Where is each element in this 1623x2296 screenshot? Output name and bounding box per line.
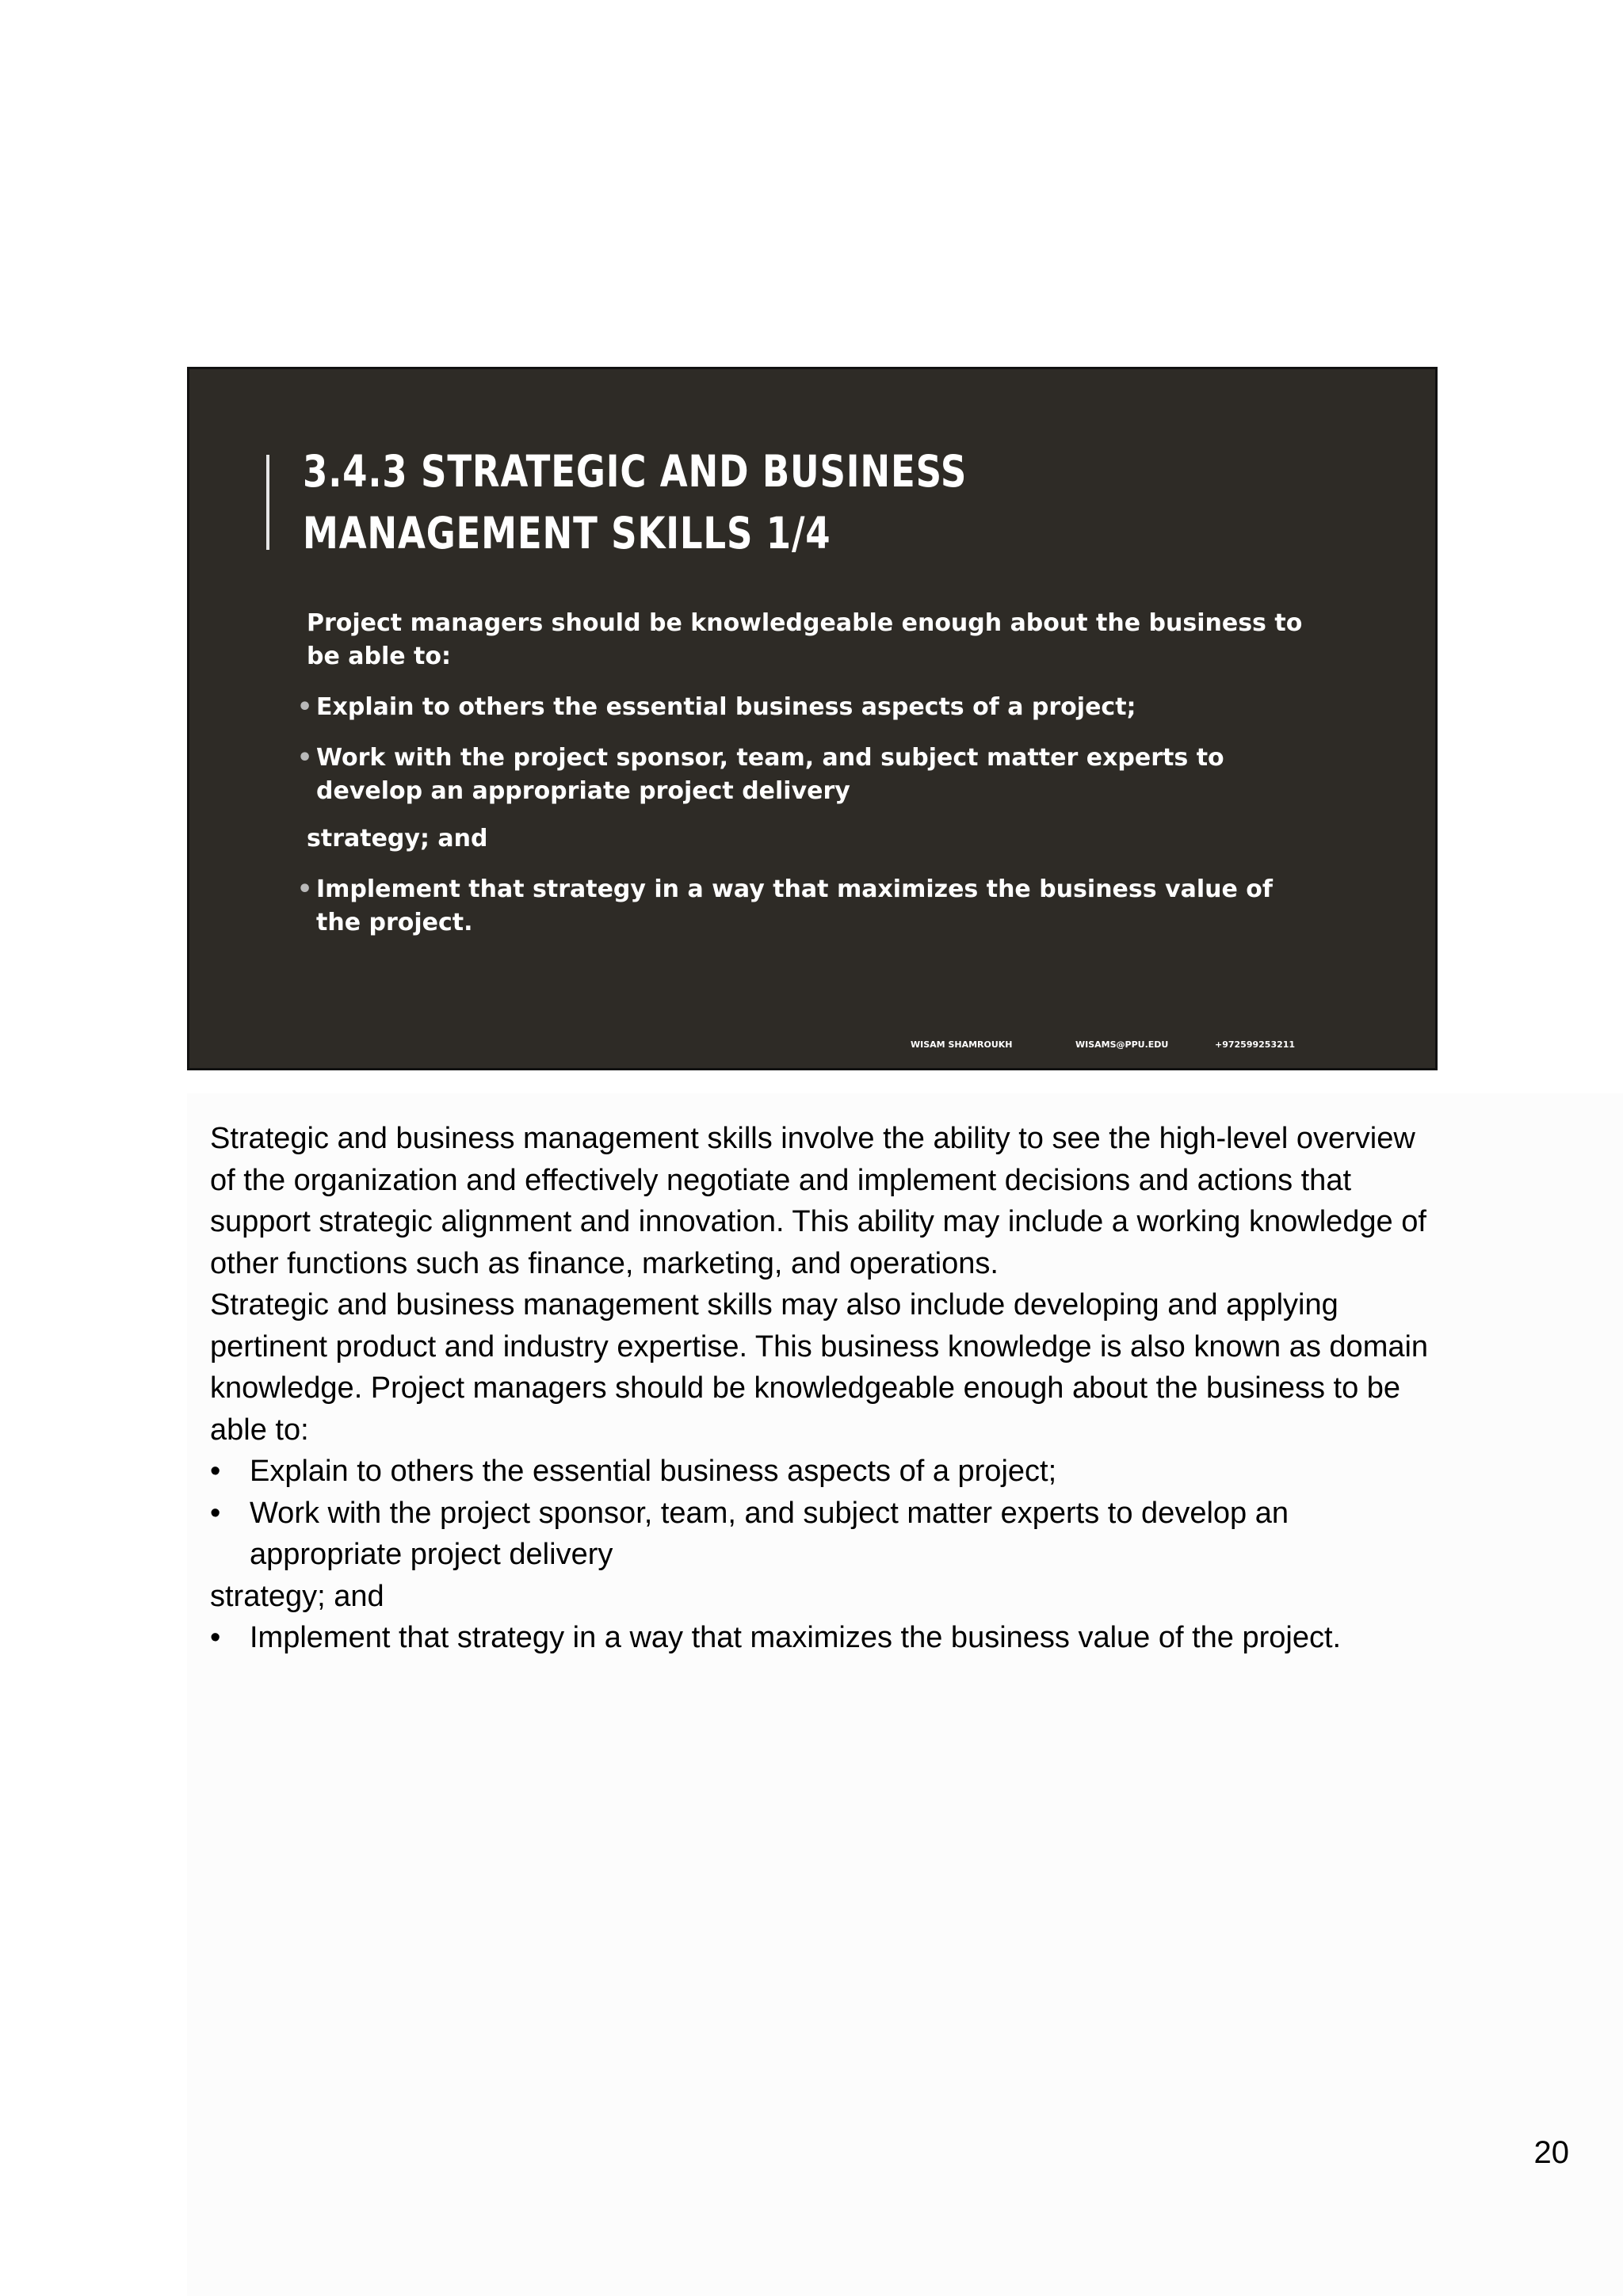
slide-body bbox=[297, 607, 1305, 957]
notes-bullet-text: Work with the project sponsor, team, and subject matter experts to develop an appropriate project delivery bbox=[250, 1496, 1289, 1571]
bullet-icon: • bbox=[297, 693, 313, 721]
notes-paragraph: Strategic and business management skills may also include developing and applying pertinent product and industry expertise. This business knowledge is also known as domain knowledge. Project managers should be knowledgeable enough about the business to be able to: bbox=[210, 1288, 1429, 1447]
slide-image bbox=[187, 367, 1438, 1070]
speaker-notes bbox=[210, 1118, 1446, 1659]
slide-intro: Project managers should be knowledgeable enough about the business to be able to: bbox=[307, 609, 1303, 670]
page-number: 20 bbox=[1533, 2135, 1569, 2170]
notes-bullet-text: Implement that strategy in a way that maximizes the business value of the project. bbox=[250, 1621, 1342, 1654]
bullet-icon: • bbox=[210, 1621, 221, 1654]
slide-footer-email: WISAMS@PPU.EDU bbox=[1075, 1039, 1169, 1050]
notes-continuation: strategy; and bbox=[210, 1579, 384, 1613]
title-accent-bar bbox=[266, 455, 269, 550]
slide-footer-phone: +972599253211 bbox=[1215, 1039, 1296, 1050]
slide-bullet-item bbox=[297, 873, 1305, 940]
bullet-icon: • bbox=[297, 875, 313, 903]
slide-continuation: strategy; and bbox=[307, 825, 488, 852]
slide-bullet-text: Explain to others the essential business aspects of a project; bbox=[316, 693, 1136, 721]
slide-bullet-item bbox=[297, 742, 1305, 808]
slide-bullet-item bbox=[297, 691, 1305, 724]
notes-bullet-item bbox=[210, 1493, 1446, 1576]
notes-bullet-text: Explain to others the essential business aspects of a project; bbox=[250, 1455, 1057, 1488]
slide-footer-name: WISAM SHAMROUKH bbox=[911, 1039, 1013, 1050]
slide-title: 3.4.3 STRATEGIC AND BUSINESS MANAGEMENT SKILLS 1/4 bbox=[303, 446, 968, 559]
notes-paragraph: Strategic and business management skills involve the ability to see the high-level overview of the organization and effectively negotiate and implement decisions and actions that support strategic alignment and innovation. This ability may include a working knowledge of other functions such as finance, marketing, and operations. bbox=[210, 1122, 1426, 1280]
bullet-icon: • bbox=[297, 744, 313, 772]
notes-bullet-item bbox=[210, 1451, 1446, 1493]
slide-bullet-text: Work with the project sponsor, team, and subject matter experts to develop an appropriate project delivery bbox=[316, 744, 1224, 805]
notes-bullet-item bbox=[210, 1617, 1446, 1659]
slide-bullet-text: Implement that strategy in a way that maximizes the business value of the project. bbox=[316, 875, 1273, 936]
bullet-icon: • bbox=[210, 1496, 221, 1530]
bullet-icon: • bbox=[210, 1455, 221, 1488]
